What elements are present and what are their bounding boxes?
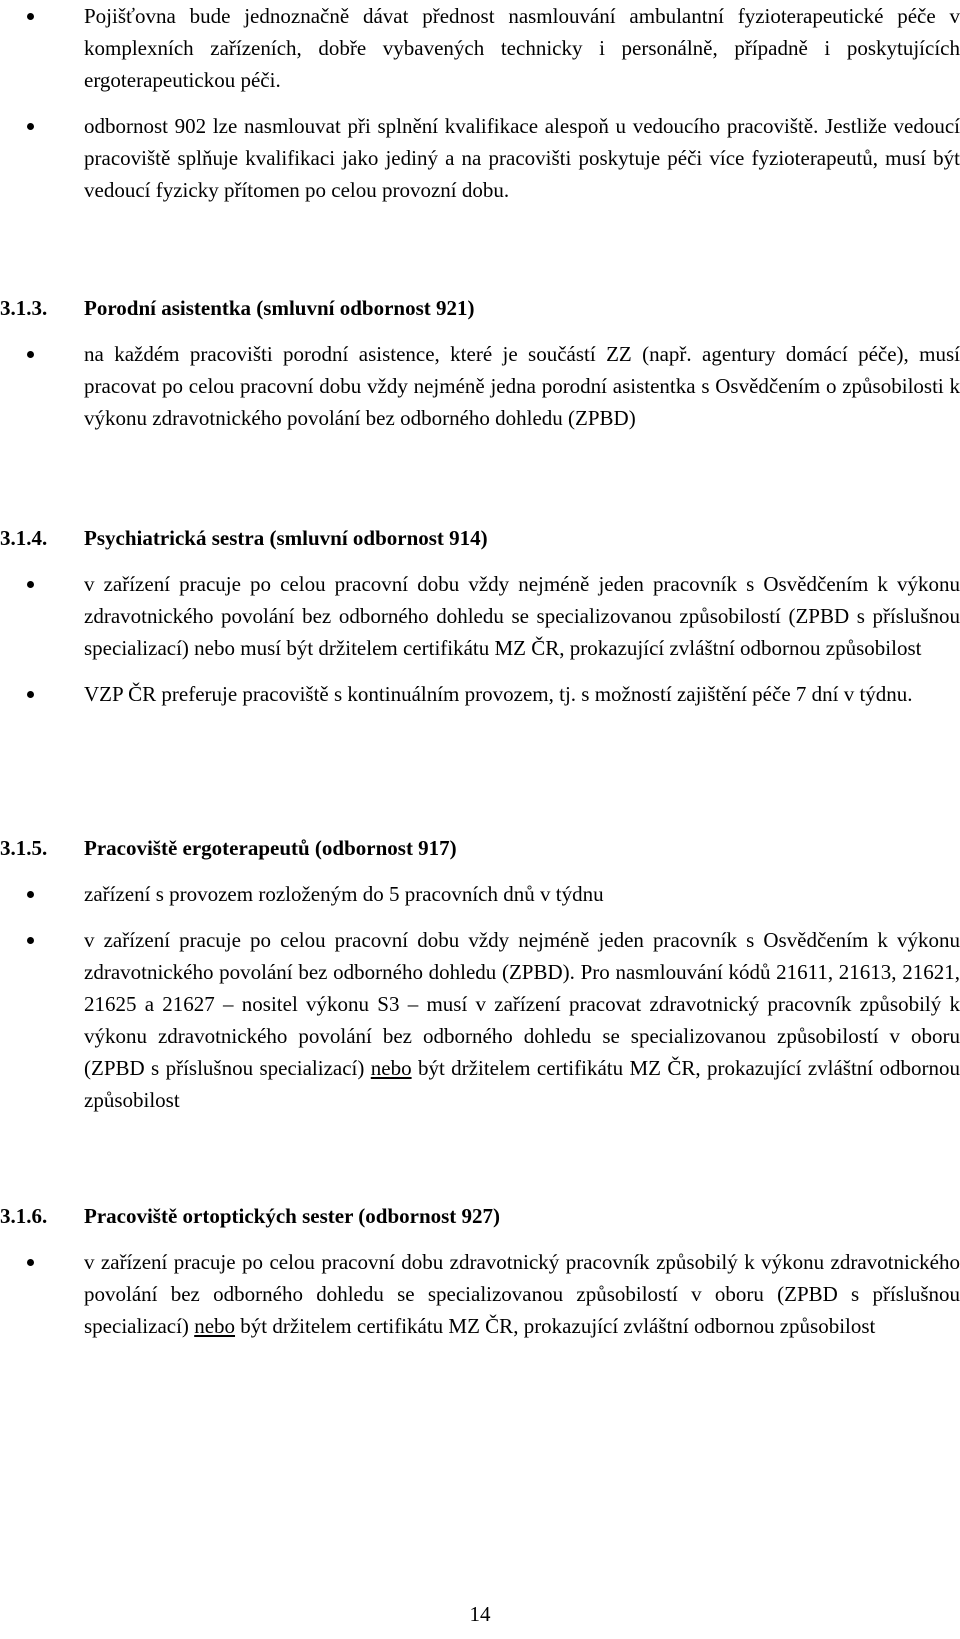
section-3-1-3 xyxy=(0,292,960,434)
list-item: odbornost 902 lze nasmlouvat při splnění kvalifikace alespoň u vedoucího pracoviště. Jestliže vedoucí pracoviště splňuje kvalifikaci jako jediný a na pracovišti poskytuje péči více fyzioterapeutů, musí být vedoucí fyzicky přítomen po celou provozní dobu. xyxy=(0,110,960,206)
section-3-1-5 xyxy=(0,832,960,1116)
section-title: Porodní asistentka (smluvní odbornost 921) xyxy=(84,296,475,320)
section-3-1-6 xyxy=(0,1200,960,1342)
list-item: Pojišťovna bude jednoznačně dávat přednost nasmlouvání ambulantní fyzioterapeutické péče v komplexních zařízeních, dobře vybavených technicky i personálně, případně i poskytujících ergoterapeutickou péči. xyxy=(0,0,960,96)
emphasized-word: nebo xyxy=(370,1056,412,1080)
list-item: na každém pracovišti porodní asistence, které je součástí ZZ (např. agentury domácí péče), musí pracovat po celou pracovní dobu vždy nejméně jedna porodní asistentka s Osvědčením o způsobilosti k výkonu zdravotnického povolání bez odborného dohledu (ZPBD) xyxy=(0,338,960,434)
section-bullet-list xyxy=(0,1246,960,1342)
list-item xyxy=(0,1246,960,1342)
section-heading xyxy=(0,522,960,554)
section-number: 3.1.5. xyxy=(0,836,48,860)
section-title: Pracoviště ergoterapeutů (odbornost 917) xyxy=(84,836,457,860)
section-title: Psychiatrická sestra (smluvní odbornost 914) xyxy=(84,526,488,550)
section-number: 3.1.6. xyxy=(0,1204,48,1228)
bullet-text: být držitelem certifikátu MZ ČR, prokazující zvláštní odbornou způsobilost xyxy=(84,1056,960,1112)
section-heading xyxy=(0,292,960,324)
intro-bullet-list xyxy=(0,0,960,206)
list-item: VZP ČR preferuje pracoviště s kontinuálním provozem, tj. s možností zajištění péče 7 dní v týdnu. xyxy=(0,678,960,710)
section-bullet-list xyxy=(0,338,960,434)
section-bullet-list xyxy=(0,878,960,1116)
list-item: zařízení s provozem rozloženým do 5 pracovních dnů v týdnu xyxy=(0,878,960,910)
section-heading xyxy=(0,832,960,864)
section-3-1-4 xyxy=(0,522,960,710)
list-item xyxy=(0,924,960,1116)
section-bullet-list xyxy=(0,568,960,710)
section-number: 3.1.4. xyxy=(0,526,48,550)
bullet-text: být držitelem certifikátu MZ ČR, prokazující zvláštní odbornou způsobilost xyxy=(235,1314,876,1338)
section-title: Pracoviště ortoptických sester (odbornost 927) xyxy=(84,1204,501,1228)
bullet-text: v zařízení pracuje po celou pracovní dobu zdravotnický pracovník způsobilý k výkonu zdravotnického povolání bez odborného dohledu se specializovanou způsobilostí v oboru (ZPBD s příslušnou specializací) xyxy=(84,1250,960,1338)
intro-section xyxy=(0,0,960,206)
section-heading xyxy=(0,1200,960,1232)
bullet-text: v zařízení pracuje po celou pracovní dobu vždy nejméně jeden pracovník s Osvědčením k výkonu zdravotnického povolání bez odborného dohledu (ZPBD). Pro nasmlouvání kódů 21611, 21613, 21621, 21625 a 21627 – nositel výkonu S3 – musí v zařízení pracovat zdravotnický pracovník způsobilý k výkonu zdravotnického povolání bez odborného dohledu se specializovanou způsobilostí v oboru (ZPBD s příslušnou specializací) xyxy=(84,928,960,1080)
page-number: 14 xyxy=(469,1602,491,1626)
section-number: 3.1.3. xyxy=(0,296,48,320)
list-item: v zařízení pracuje po celou pracovní dobu vždy nejméně jeden pracovník s Osvědčením k výkonu zdravotnického povolání bez odborného dohledu se specializovanou způsobilostí (ZPBD s příslušnou specializací) nebo musí být držitelem certifikátu MZ ČR, prokazující zvláštní odbornou způsobilost xyxy=(0,568,960,664)
emphasized-word: nebo xyxy=(194,1314,236,1338)
